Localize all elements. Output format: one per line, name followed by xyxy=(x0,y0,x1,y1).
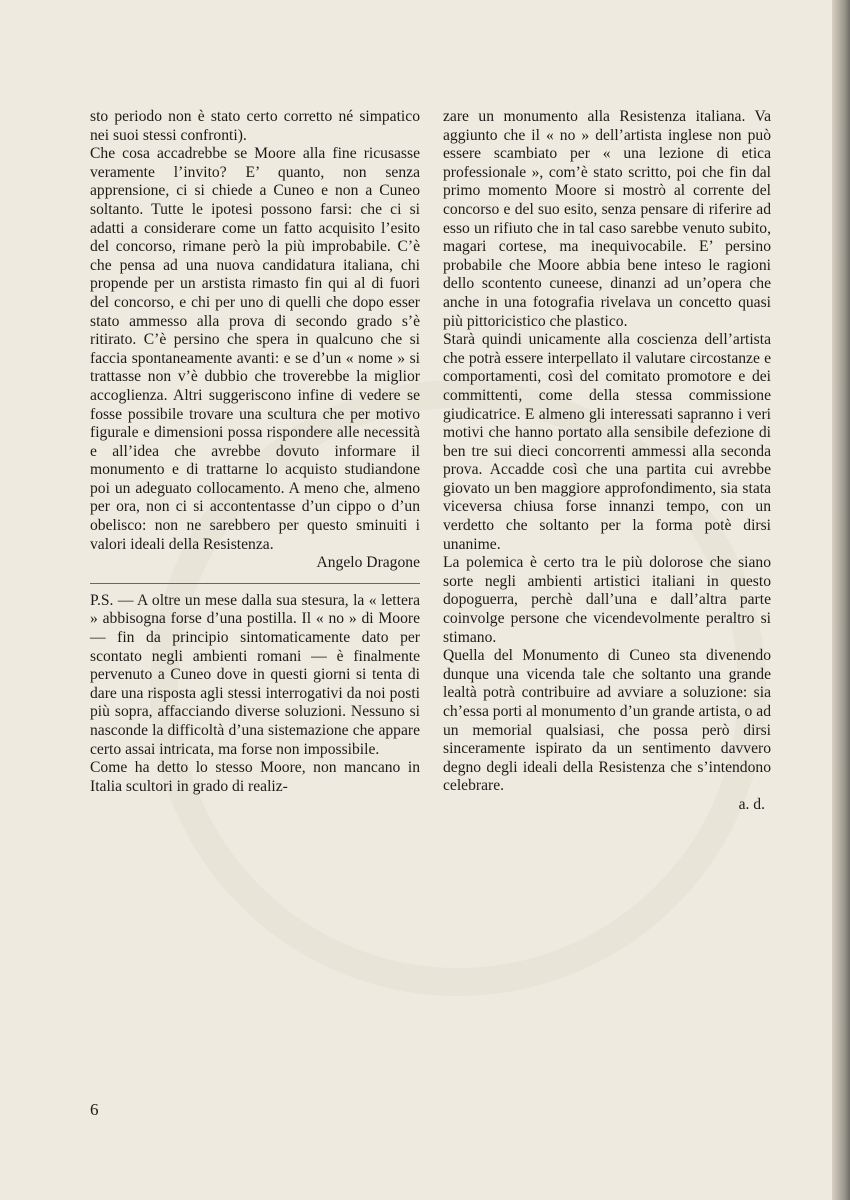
postscript-paragraph: P.S. — A oltre un mese dalla sua stesura, la « lettera » abbisogna forse d’una postilla. Il « no » di Moore — fin da principio sintomaticamente dato per scontato negli ambienti romani — è finalmente pervenuto a Cuneo dove in questi giorni si tenta di dare una risposta agli stessi interrogativi da noi posti più sopra, affacciando diverse soluzioni. Nessuno si nasconde la difficoltà d’una sistemazione che appare certo assai intricata, ma forse non impossibile. xyxy=(90,591,420,758)
right-column xyxy=(443,108,771,815)
author-initials: a. d. xyxy=(738,795,765,813)
left-column xyxy=(90,108,420,796)
author-signature: Angelo Dragone xyxy=(316,554,420,572)
paragraph: Starà quindi unicamente alla coscienza dell’artista che potrà essere interpellato il valutare circostanze e comportamenti, così del comitato promotore e dei committenti, come della stessa commissione giudicatrice. E almeno gli interessati sapranno i veri motivi che hanno portato alla sensibile defezione di ben tre sui dieci concorrenti ammessi alla seconda prova. Accadde così che una partita cui avrebbe giovato un ben maggiore approfondimento, sia stata viceversa chiusa forse innanzi tempo, con un verdetto che soltanto per la forma potè dirsi unanime. xyxy=(443,331,771,553)
paragraph: sto periodo non è stato certo corretto né simpatico nei suoi stessi confronti). xyxy=(90,108,420,144)
paragraph: La polemica è certo tra le più dolorose che siano sorte negli ambienti artistici italiani in questo dopoguerra, perchè dall’una e dall’altra parte coinvolge persone che vicendevolmente peraltro si stimano. xyxy=(443,554,771,646)
postscript-paragraph: Come ha detto lo stesso Moore, non mancano in Italia scultori in grado di realiz- xyxy=(90,759,420,795)
page-edge xyxy=(832,0,850,1200)
paragraph: zare un monumento alla Resistenza italiana. Va aggiunto che il « no » dell’artista inglese non può essere scambiato per « una lezione di etica professionale », com’è stato scritto, poi che fin dal primo momento Moore si mostrò al corrente del concorso e del suo esito, senza pensare di riferire ad esso un rifiuto che in tal caso sarebbe venuto subito, magari cortese, ma inequivocabile. E’ persino probabile che Moore abbia bene inteso le ragioni dello scontento cuneese, dinanzi ad un’opera che anche in una fotografia rivelava un concetto quasi più pittoricistico che plastico. xyxy=(443,108,771,330)
paragraph: Quella del Monumento di Cuneo sta divenendo dunque una vicenda tale che soltanto una grande lealtà potrà contribuire ad avviare a soluzione: sia ch’essa porti al monumento d’un grande artista, o ad un memorial qualsiasi, che possa però dirsi sinceramente ispirato da un sentimento davvero degno degli ideali della Resistenza che s’intendono celebrare. xyxy=(443,647,771,795)
paragraph: Che cosa accadrebbe se Moore alla fine ricusasse veramente l’invito? E’ quanto, non senza apprensione, ci si chiede a Cuneo e non a Cuneo soltanto. Tutte le ipotesi possono farsi: che ci si adatti a considerare come un fatto acquisito l’esito del concorso, rimane però la più improbabile. C’è che pensa ad una nuova candidatura italiana, chi propende per un arstista rimasto fin qui al di fuori del concorso, e chi per uno di quelli che dopo esser stato ammesso alla prova di secondo grado s’è ritirato. C’è persino che spera in qualcuno che si faccia spontaneamente avanti: e se d’un « nome » si trattasse non v’è dubbio che troverebbe la miglior accoglienza. Altri suggeriscono infine di vedere se fosse possibile trovare una scultura che per motivo figurale e dimensioni possa rispondere alle necessità e all’idea che avrebbe dovuto informare il monumento e di trattarne lo acquisto studiandone poi un adeguato collocamento. A meno che, almeno per ora, non ci si accontentasse d’un cippo o d’un obelisco: non ne sarebbero per questo sminuiti i valori ideali della Resistenza. xyxy=(90,145,420,553)
section-divider xyxy=(90,583,420,584)
page-number: 6 xyxy=(90,1100,99,1119)
